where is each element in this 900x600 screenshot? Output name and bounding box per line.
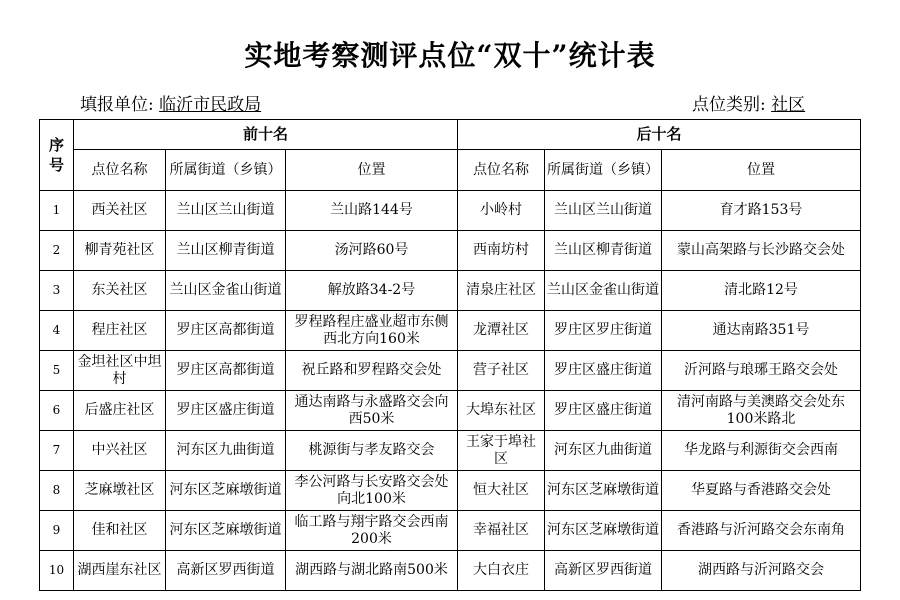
top-name-cell: 金坦社区中坦村 bbox=[74, 351, 166, 391]
seq-cell: 10 bbox=[40, 551, 74, 591]
bottom-name-header: 点位名称 bbox=[458, 150, 545, 191]
seq-cell: 7 bbox=[40, 431, 74, 471]
bottom-name-cell: 大白衣庄 bbox=[458, 551, 545, 591]
top-name-cell: 东关社区 bbox=[74, 271, 166, 311]
bottom-street-cell: 河东区芝麻墩街道 bbox=[545, 471, 662, 511]
top-street-cell: 罗庄区盛庄街道 bbox=[166, 391, 286, 431]
top-street-cell: 罗庄区高都街道 bbox=[166, 351, 286, 391]
bottom-street-cell: 高新区罗西街道 bbox=[545, 551, 662, 591]
top-name-cell: 中兴社区 bbox=[74, 431, 166, 471]
top-street-header: 所属街道（乡镇） bbox=[166, 150, 286, 191]
bottom-location-cell: 华夏路与香港路交会处 bbox=[662, 471, 861, 511]
bottom-name-cell: 西南坊村 bbox=[458, 231, 545, 271]
bottom-street-cell: 罗庄区盛庄街道 bbox=[545, 351, 662, 391]
bottom-street-cell: 兰山区金雀山街道 bbox=[545, 271, 662, 311]
site-category-label: 点位类别: bbox=[692, 95, 766, 115]
bottom-location-header: 位置 bbox=[662, 150, 861, 191]
bottom-location-cell: 香港路与沂河路交会东南角 bbox=[662, 511, 861, 551]
bottom-name-cell: 王家于埠社区 bbox=[458, 431, 545, 471]
bottom-name-cell: 大埠东社区 bbox=[458, 391, 545, 431]
top-location-cell: 临工路与翔宇路交会西南200米 bbox=[286, 511, 458, 551]
top-street-cell: 河东区芝麻墩街道 bbox=[166, 471, 286, 511]
seq-cell: 3 bbox=[40, 271, 74, 311]
table-row bbox=[40, 231, 861, 271]
top-name-cell: 湖西崖东社区 bbox=[74, 551, 166, 591]
top-name-cell: 程庄社区 bbox=[74, 311, 166, 351]
top-location-cell: 桃源街与孝友路交会 bbox=[286, 431, 458, 471]
bottom-name-cell: 清泉庄社区 bbox=[458, 271, 545, 311]
top-street-cell: 罗庄区高都街道 bbox=[166, 311, 286, 351]
seq-cell: 8 bbox=[40, 471, 74, 511]
seq-cell: 1 bbox=[40, 191, 74, 231]
site-category bbox=[692, 90, 805, 115]
bottom-name-cell: 小岭村 bbox=[458, 191, 545, 231]
top-street-cell: 河东区九曲街道 bbox=[166, 431, 286, 471]
top-street-cell: 兰山区兰山街道 bbox=[166, 191, 286, 231]
bottom-street-header: 所属街道（乡镇） bbox=[545, 150, 662, 191]
bottom-street-cell: 罗庄区盛庄街道 bbox=[545, 391, 662, 431]
bottom-name-cell: 恒大社区 bbox=[458, 471, 545, 511]
bottom-name-cell: 幸福社区 bbox=[458, 511, 545, 551]
bottom-location-cell: 清北路12号 bbox=[662, 271, 861, 311]
top-name-cell: 佳和社区 bbox=[74, 511, 166, 551]
top-location-cell: 罗程路程庄盛业超市东侧西北方向160米 bbox=[286, 311, 458, 351]
seq-cell: 4 bbox=[40, 311, 74, 351]
table-row bbox=[40, 431, 861, 471]
top-ten-header: 前十名 bbox=[74, 120, 458, 150]
top-name-cell: 西关社区 bbox=[74, 191, 166, 231]
top-street-cell: 高新区罗西街道 bbox=[166, 551, 286, 591]
top-location-cell: 解放路34-2号 bbox=[286, 271, 458, 311]
bottom-location-cell: 清河南路与美澳路交会处东100米路北 bbox=[662, 391, 861, 431]
top-street-cell: 河东区芝麻墩街道 bbox=[166, 511, 286, 551]
top-location-cell: 祝丘路和罗程路交会处 bbox=[286, 351, 458, 391]
bottom-name-cell: 龙潭社区 bbox=[458, 311, 545, 351]
reporting-unit bbox=[80, 90, 261, 115]
table-row bbox=[40, 391, 861, 431]
bottom-location-cell: 蒙山高架路与长沙路交会处 bbox=[662, 231, 861, 271]
bottom-street-cell: 河东区芝麻墩街道 bbox=[545, 511, 662, 551]
table-row bbox=[40, 351, 861, 391]
table-row bbox=[40, 511, 861, 551]
bottom-street-cell: 兰山区兰山街道 bbox=[545, 191, 662, 231]
top-name-header: 点位名称 bbox=[74, 150, 166, 191]
top-location-header: 位置 bbox=[286, 150, 458, 191]
top-street-cell: 兰山区柳青街道 bbox=[166, 231, 286, 271]
top-location-cell: 兰山路144号 bbox=[286, 191, 458, 231]
reporting-unit-label: 填报单位: bbox=[80, 95, 154, 115]
table-row bbox=[40, 271, 861, 311]
site-category-value: 社区 bbox=[771, 95, 806, 115]
table-row bbox=[40, 191, 861, 231]
top-name-cell: 后盛庄社区 bbox=[74, 391, 166, 431]
table-row bbox=[40, 551, 861, 591]
seq-cell: 5 bbox=[40, 351, 74, 391]
statistics-table bbox=[39, 119, 861, 591]
reporting-unit-value: 临沂市民政局 bbox=[159, 95, 262, 115]
seq-cell: 2 bbox=[40, 231, 74, 271]
bottom-street-cell: 河东区九曲街道 bbox=[545, 431, 662, 471]
table-row bbox=[40, 471, 861, 511]
top-location-cell: 汤河路60号 bbox=[286, 231, 458, 271]
bottom-name-cell: 营子社区 bbox=[458, 351, 545, 391]
bottom-location-cell: 湖西路与沂河路交会 bbox=[662, 551, 861, 591]
seq-cell: 6 bbox=[40, 391, 74, 431]
top-name-cell: 芝麻墩社区 bbox=[74, 471, 166, 511]
seq-header: 序号 bbox=[40, 120, 74, 191]
top-location-cell: 湖西路与湖北路南500米 bbox=[286, 551, 458, 591]
bottom-location-cell: 育才路153号 bbox=[662, 191, 861, 231]
top-location-cell: 李公河路与长安路交会处向北100米 bbox=[286, 471, 458, 511]
bottom-location-cell: 通达南路351号 bbox=[662, 311, 861, 351]
top-location-cell: 通达南路与永盛路交会向西50米 bbox=[286, 391, 458, 431]
bottom-location-cell: 沂河路与琅琊王路交会处 bbox=[662, 351, 861, 391]
top-street-cell: 兰山区金雀山街道 bbox=[166, 271, 286, 311]
table-row bbox=[40, 311, 861, 351]
bottom-street-cell: 兰山区柳青街道 bbox=[545, 231, 662, 271]
seq-cell: 9 bbox=[40, 511, 74, 551]
bottom-street-cell: 罗庄区罗庄街道 bbox=[545, 311, 662, 351]
document-title: 实地考察测评点位“双十”统计表 bbox=[244, 39, 656, 72]
bottom-location-cell: 华龙路与利源街交会西南 bbox=[662, 431, 861, 471]
bottom-ten-header: 后十名 bbox=[458, 120, 861, 150]
top-name-cell: 柳青苑社区 bbox=[74, 231, 166, 271]
